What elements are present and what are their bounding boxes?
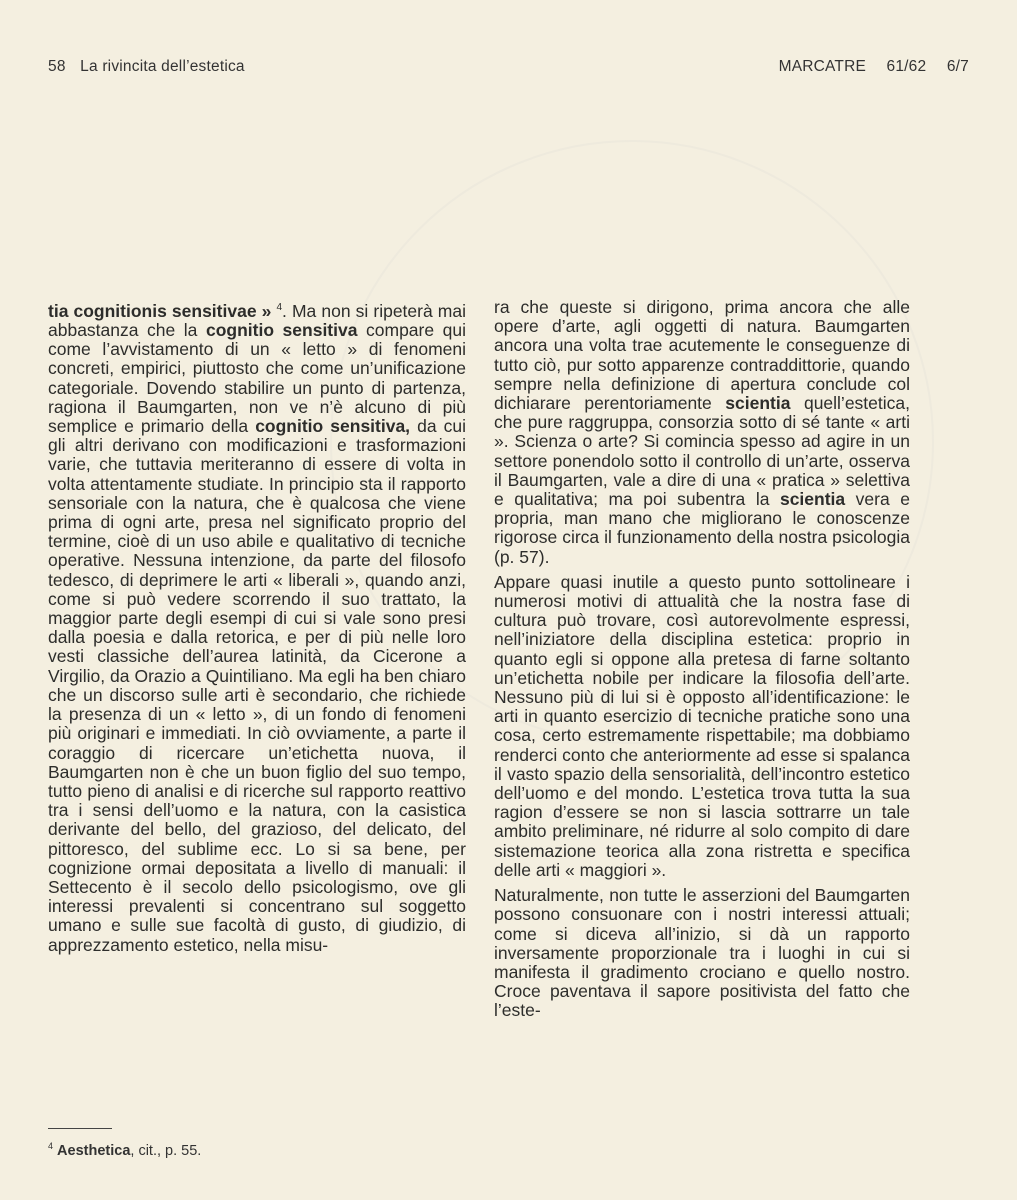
left-paragraph-1 xyxy=(48,298,466,955)
page-number: 58 xyxy=(48,58,66,75)
quote-close: » xyxy=(256,300,277,321)
footnote xyxy=(48,1141,201,1159)
bold-term: tia cognitionis sensitivae xyxy=(48,300,257,321)
journal-name: MARCATRE xyxy=(778,58,867,75)
issue-number: 61/62 xyxy=(886,58,927,75)
body-text: quell’estetica, che pure raggruppa, consorzia sotto di sé tante « arti ». Scienza o arte? Si comincia spesso ad agire in un settore ponendolo sotto il controllo di un’arte, osserva il Baumgarten, vale a dire di una « pratica » selettiva e qualitativa; ma poi subentra la xyxy=(494,393,910,510)
footnote-divider xyxy=(48,1128,112,1129)
footnote-marker: 4 xyxy=(48,1141,54,1151)
right-paragraph-1 xyxy=(494,298,910,567)
body-text: . Ma non si ripeterà mai abbastanza che la xyxy=(48,300,466,341)
bold-term: cognitio sensitiva, xyxy=(255,416,411,437)
body-text: ra che queste si dirigono, prima ancora che alle opere d’arte, agli oggetti di natura. Baumgarten ancora una volta trae acutemente le conseguenze di tutto ciò, pur sotto apparenze contraddittorie, quando sempre nella definizione di apertura conclude col dichiarare perentoriamente xyxy=(494,297,910,414)
footnote-title: Aesthetica xyxy=(57,1142,131,1159)
volume-number: 6/7 xyxy=(946,58,969,75)
body-text: da cui gli altri derivano con modificazioni e trasformazioni varie, che tuttavia meriteranno di essere di volta in volta attentamente studiate. In principio sta il rapporto sensoriale con la natura, che è qualcosa che viene prima di ogni arte, presa nel significato proprio del termine, cioè di un uso abile e qualitativo di tecniche operative. Nessuna intenzione, da parte del filosofo tedesco, di deprimere le arti « liberali », quando anzi, come si può vedere scorrendo il suo trattato, la maggior parte degli esempi di cui si vale sono presi dalla poesia e dalla retorica, e per di più nelle loro vesti classiche dell’aurea latinità, da Cicerone a Virgilio, da Orazio a Quintiliano. Ma egli ha ben chiaro che un discorso sulle arti è secondario, che richiede la presenza di un « letto », di un fondo di fenomeni più originari e immediati. In ciò ovviamente, a parte il coraggio di ricercare un’etichetta nuova, il Baumgarten non è che un buon figlio del suo tempo, tutto pieno di analisi e di ricerche sul rapporto reattivo tra i sensi dell’uomo e la natura, con la casistica derivante del bello, del grazioso, del delicato, del pittoresco, del sublime ecc. Lo si sa bene, per cognizione ormai depositata a livello di manuali: il Settecento è il secolo dello psicologismo, ove gli interessi prevalenti si concentrano sul soggetto umano e sulle sue facoltà di gusto, di giudizio, di apprezzamento estetico, nella misu- xyxy=(48,416,467,955)
left-column xyxy=(48,298,466,955)
bold-term: cognitio sensitiva xyxy=(205,320,358,341)
footnote-reference: 4 xyxy=(276,302,283,313)
body-text: compare qui come l’avvistamento di un « letto » di fenomeni concreti, empirici, piuttosto che come un’unificazione categoriale. Dovendo stabilire un punto di partenza, ragiona il Baumgarten, non ve n’è alcuno di più semplice e primario della xyxy=(48,320,466,437)
running-title: La rivincita dell’estetica xyxy=(80,58,245,75)
footnote-text: , cit., p. 55. xyxy=(130,1142,202,1159)
right-paragraph-3: Naturalmente, non tutte le asserzioni del Baumgarten possono consuonare con i nostri interessi attuali; come si diceva all’inizio, si dà un rapporto inversamente proporzionale tra i luoghi in cui si manifesta il gradimento crociano e quello nostro. Croce paventava il sapore positivista del fatto che l’este- xyxy=(494,885,910,1021)
right-column xyxy=(494,298,910,1021)
header-right xyxy=(765,58,969,76)
bold-term: scientia xyxy=(725,393,791,414)
running-header xyxy=(48,58,969,80)
header-left xyxy=(48,58,245,76)
right-paragraph-2: Appare quasi inutile a questo punto sottolineare i numerosi motivi di attualità che la nostra fase di cultura può trovare, così autorevolmente espressi, nell’iniziatore della disciplina estetica: proprio in quanto egli si oppone alla pretesa di farne soltanto un’etichetta nobile per indicare la filosofia dell’arte. Nessuno più di lui si è opposto all’identificazione: le arti in quanto esercizio di tecniche pratiche sono una cosa, certo estremamente rispettabile; ma dobbiamo renderci conto che anteriormente ad esse si spalanca il vasto spazio della sensorialità, dell’incontro estetico dell’uomo e del mondo. L’estetica trova tutta la sua ragion d’essere se non si lascia sottrarre un tale ambito preliminare, né ridurre al solo compito di dare sistemazione teorica alla zona ristretta e specifica delle arti « maggiori ». xyxy=(494,571,910,880)
bold-term: scientia xyxy=(779,489,846,510)
body-text: vera e propria, man mano che migliorano le conoscenze rigorose circa il funzionamento della nostra psicologia (p. 57). xyxy=(494,489,910,567)
